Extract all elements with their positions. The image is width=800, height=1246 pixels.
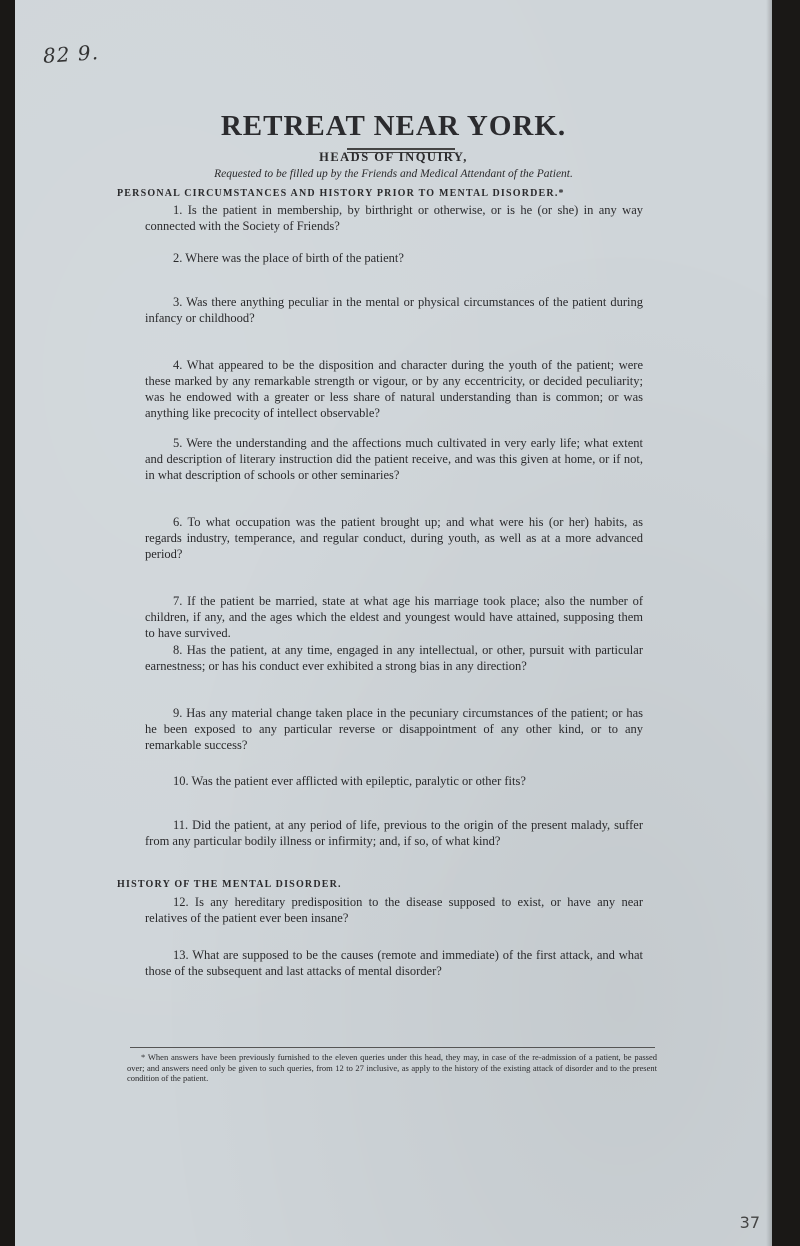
- question-12: 12. Is any hereditary predisposition to the disease supposed to exist, or have any near relatives of the patient ever been insane?: [145, 895, 643, 925]
- page-number: 37: [739, 1213, 760, 1232]
- requested-note: Requested to be filled up by the Friends and Medical Attendant of the Patient.: [214, 168, 573, 180]
- question-9: 9. Has any material change taken place in the pecuniary circumstances of the patient; or has he been exposed to any particular reverse or disappointment of any other kind, or to any remarkable success?: [145, 706, 643, 752]
- document-page: [15, 0, 772, 1246]
- question-10: 10. Was the patient ever afflicted with epileptic, paralytic or other fits?: [173, 774, 526, 788]
- manuscript-mark: 82 9.: [42, 40, 100, 68]
- footnote: * When answers have been previously furnished to the eleven queries under this head, they may, in case of the re-admission of a patient, be passed over; and answers need only be given to such queries, from 12 to 27 inclusive, as apply to the history of the existing attack of disorder and to the present condition of the patient.: [127, 1052, 657, 1083]
- section-heading-history: HISTORY OF THE MENTAL DISORDER.: [117, 879, 342, 890]
- question-5: 5. Were the understanding and the affections much cultivated in very early life; what extent and description of literary instruction did the patient receive, and was this given at home, or if not, in what description of schools or other seminaries?: [145, 436, 643, 482]
- section-heading-personal: PERSONAL CIRCUMSTANCES AND HISTORY PRIOR TO MENTAL DISORDER.*: [117, 188, 565, 199]
- question-1: 1. Is the patient in membership, by birthright or otherwise, or is he (or she) in any way connected with the Society of Friends?: [145, 203, 643, 233]
- page-edge-shadow: [766, 0, 772, 1246]
- question-4: 4. What appeared to be the disposition and character during the youth of the patient; were these marked by any remarkable strength or vigour, or by any eccentricity, or decided peculiarity; was he endowed with a greater or less share of natural understanding than is common; or was anything like precocity of intellect observable?: [145, 358, 643, 420]
- question-2: 2. Where was the place of birth of the patient?: [173, 251, 404, 265]
- question-6: 6. To what occupation was the patient brought up; and what were his (or her) habits, as regards industry, temperance, and regular conduct, during youth, as well as at a more advanced period?: [145, 515, 643, 561]
- question-3: 3. Was there anything peculiar in the mental or physical circumstances of the patient during infancy or childhood?: [145, 295, 643, 325]
- document-title: RETREAT NEAR YORK.: [220, 110, 567, 142]
- question-13: 13. What are supposed to be the causes (remote and immediate) of the first attack, and what those of the subsequent and last attacks of mental disorder?: [145, 948, 643, 978]
- question-8: 8. Has the patient, at any time, engaged in any intellectual, or other, pursuit with particular earnestness; or has his conduct ever exhibited a strong bias in any direction?: [145, 643, 643, 673]
- question-7: 7. If the patient be married, state at what age his marriage took place; also the number of children, if any, and the ages which the eldest and youngest would have attained, supposing them to have survived.: [145, 594, 643, 640]
- question-11: 11. Did the patient, at any period of life, previous to the origin of the present malady, suffer from any particular bodily illness or infirmity; and, if so, of what kind?: [145, 818, 643, 848]
- document-subtitle: HEADS OF INQUIRY,: [319, 150, 468, 164]
- footnote-rule: [130, 1047, 655, 1048]
